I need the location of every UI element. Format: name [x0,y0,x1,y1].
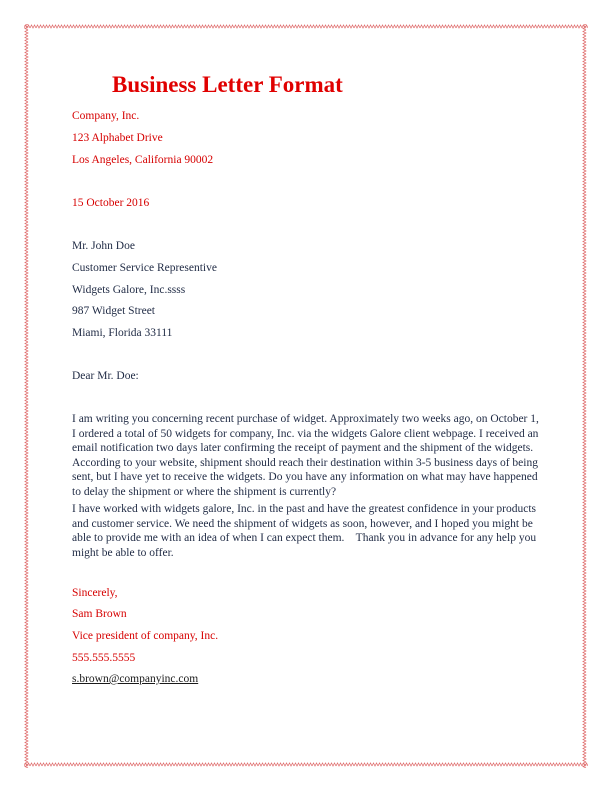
body-paragraph-2: I have worked with widgets galore, Inc. in the past and have the greatest confidence in your products and customer service. We need the shipment of widgets as soon, however, and I hoped you might be able to provide me with an idea of when I can expect them. Thank you in advance for any help you might be able to offer. [72,503,539,559]
closing-title: Vice president of company, Inc. [72,630,219,642]
recipient-company: Widgets Galore, Inc.ssss [72,284,186,296]
page-title: Business Letter Format [112,72,343,97]
salutation: Dear Mr. Doe: [72,370,139,382]
letter-date: 15 October 2016 [72,197,150,209]
sender-street: 123 Alphabet Drive [72,132,163,144]
closing-valediction: Sincerely, [72,587,118,599]
closing-email-link[interactable]: s.brown@companyinc.com [72,673,199,685]
closing-name: Sam Brown [72,608,127,620]
recipient-city: Miami, Florida 33111 [72,327,173,339]
recipient-name: Mr. John Doe [72,240,135,252]
recipient-role: Customer Service Representive [72,262,217,274]
sender-company: Company, Inc. [72,110,140,122]
recipient-street: 987 Widget Street [72,305,156,317]
body-paragraph-1: I am writing you concerning recent purchase of widget. Approximately two weeks ago, on October 1, I ordered a total of 50 widgets for company, Inc. via the widgets Galore client webpage. I received an email notification two days later confirming the receipt of payment and the shipment of the widgets. According to your website, shipment should reach their destination within 3-5 business days of being sent, but I have yet to receive the widgets. Do you have any information on what may have happened to delay the shipment or where the shipment is currently? [72,413,539,498]
sender-city: Los Angeles, California 90002 [72,154,214,166]
closing-phone: 555.555.5555 [72,652,136,664]
